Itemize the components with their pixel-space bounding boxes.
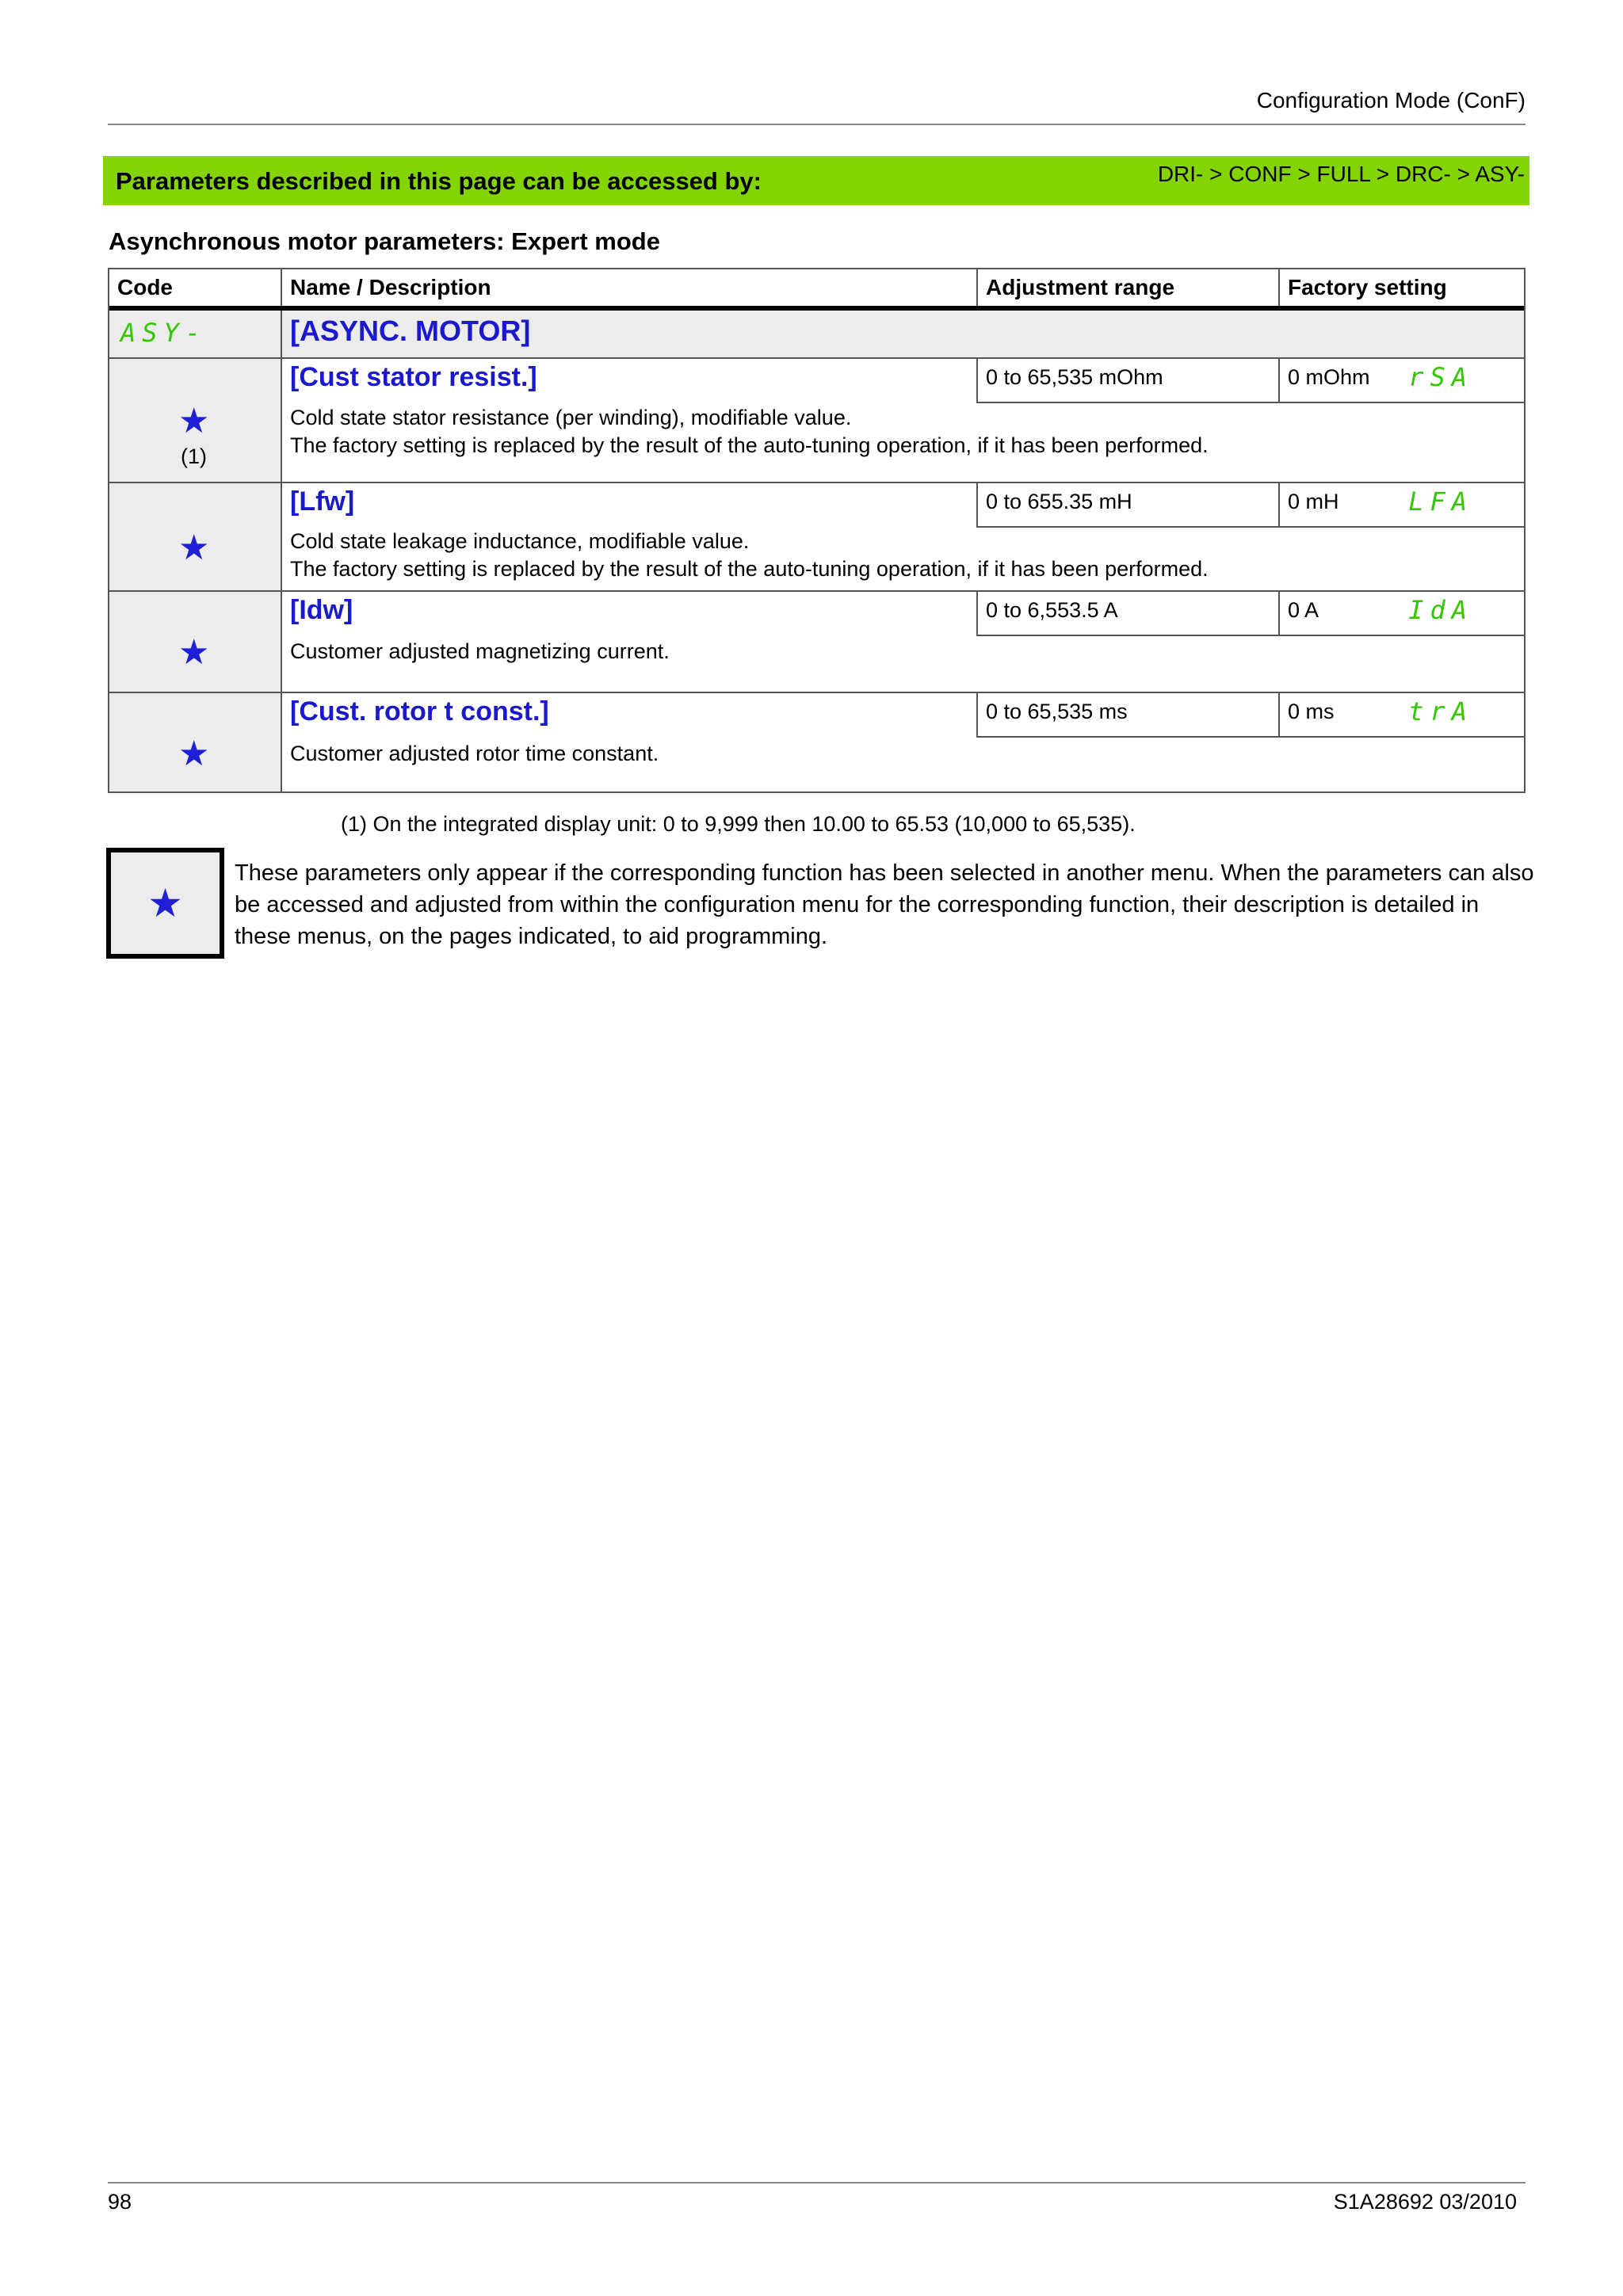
- param-name: [Cust. rotor t const.]: [290, 696, 549, 727]
- star-icon: ★: [178, 734, 210, 773]
- param-description: Cold state leakage inductance, modifiable value.: [290, 529, 750, 553]
- adjustment-range: 0 to 6,553.5 A: [986, 598, 1118, 622]
- column-divider: [1278, 692, 1280, 737]
- column-divider: [976, 358, 978, 402]
- row-divider: [109, 482, 1524, 483]
- legend-text: These parameters only appear if the corresponding function has been selected in another menu. When the parameters can also be accessed and adjusted from within the configuration menu for the corresponding function, their description is detailed in these menus, on the pages indicated, to aid programming.: [235, 860, 1534, 949]
- column-divider: [1278, 358, 1280, 402]
- row-divider: [976, 736, 1524, 738]
- access-label: Parameters described in this page can be accessed by:: [116, 167, 762, 195]
- menu-name: [ASYNC. MOTOR]: [290, 315, 531, 347]
- param-description: Customer adjusted magnetizing current.: [290, 639, 670, 663]
- param-description: Customer adjusted rotor time constant.: [290, 742, 659, 765]
- param-code: rSA: [1408, 362, 1473, 392]
- footnote-ref: (1): [181, 444, 207, 468]
- row-divider: [976, 635, 1524, 636]
- param-name: [Lfw]: [290, 486, 355, 517]
- column-divider: [1278, 482, 1280, 527]
- section-title: Asynchronous motor parameters: Expert mode: [109, 227, 660, 255]
- running-title: Configuration Mode (ConF): [1256, 88, 1526, 113]
- parameter-table: [108, 268, 1526, 793]
- column-divider: [976, 482, 978, 527]
- page-number: 98: [108, 2190, 132, 2214]
- column-divider: [281, 269, 282, 791]
- param-name: [Cust stator resist.]: [290, 362, 537, 392]
- column-divider: [976, 591, 978, 635]
- row-divider: [109, 590, 1524, 592]
- adjustment-range: 0 to 655.35 mH: [986, 490, 1132, 513]
- access-path: DRI- > CONF > FULL > DRC- > ASY-: [1157, 162, 1525, 186]
- row-divider: [109, 692, 1524, 693]
- row-divider: [976, 402, 1524, 403]
- factory-setting: 0 A: [1288, 598, 1319, 622]
- param-description: Cold state stator resistance (per winding), modifiable value.: [290, 406, 852, 429]
- running-header: [108, 87, 1526, 125]
- row-divider: [109, 357, 1524, 359]
- column-header-name: Name / Description: [290, 275, 491, 299]
- column-header-range: Adjustment range: [986, 275, 1175, 299]
- param-code: LFA: [1408, 486, 1473, 517]
- document-reference: S1A28692 03/2010: [1333, 2190, 1517, 2214]
- column-divider: [1278, 269, 1280, 309]
- adjustment-range: 0 to 65,535 mOhm: [986, 365, 1163, 389]
- param-description: The factory setting is replaced by the result of the auto-tuning operation, if it has been performed.: [290, 557, 1209, 581]
- column-header-code: Code: [117, 275, 173, 299]
- param-name: [Idw]: [290, 595, 353, 625]
- adjustment-range: 0 to 65,535 ms: [986, 700, 1128, 723]
- column-divider: [976, 692, 978, 737]
- star-icon: ★: [178, 402, 210, 441]
- factory-setting: 0 ms: [1288, 700, 1335, 723]
- param-code: trA: [1408, 696, 1473, 727]
- column-divider: [1278, 591, 1280, 635]
- footnote: (1) On the integrated display unit: 0 to 9,999 then 10.00 to 65.53 (10,000 to 65,535).: [341, 812, 1136, 836]
- column-divider: [976, 269, 978, 309]
- legend-box: [106, 848, 224, 959]
- header-rule: [109, 306, 1524, 311]
- access-bar: [103, 156, 1529, 205]
- param-code: IdA: [1408, 595, 1473, 625]
- star-icon: ★: [178, 633, 210, 672]
- factory-setting: 0 mH: [1288, 490, 1339, 513]
- column-header-factory: Factory setting: [1288, 275, 1447, 299]
- footer-rule: [108, 2182, 1526, 2183]
- star-icon: ★: [178, 528, 210, 567]
- star-icon: ★: [147, 881, 183, 925]
- menu-code: ASY-: [120, 318, 208, 348]
- param-description: The factory setting is replaced by the result of the auto-tuning operation, if it has been performed.: [290, 433, 1209, 457]
- row-divider: [976, 526, 1524, 528]
- factory-setting: 0 mOhm: [1288, 365, 1370, 389]
